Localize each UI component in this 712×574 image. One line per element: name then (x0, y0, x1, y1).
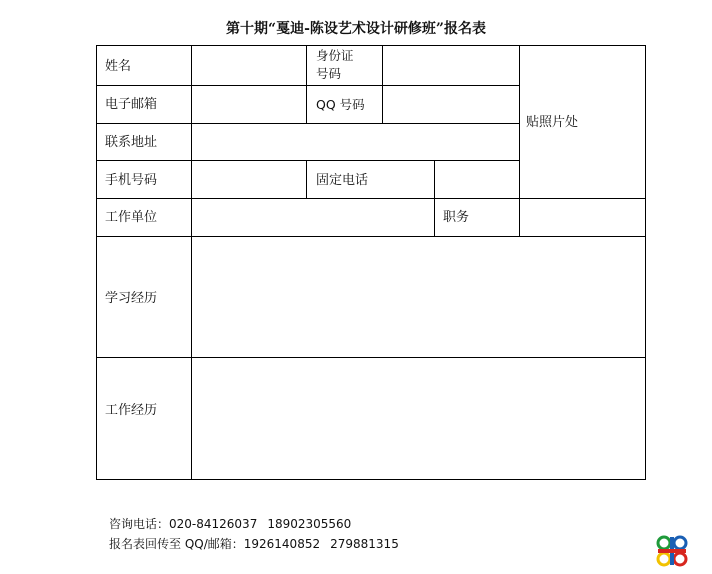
return-contact-label: 报名表回传至 QQ/邮箱： (109, 537, 244, 551)
address-field[interactable] (192, 124, 519, 160)
workplace-field[interactable] (192, 199, 434, 236)
return-qq-2: 279881315 (330, 537, 399, 551)
study-history-field[interactable] (192, 237, 645, 357)
contact-phone-label: 咨询电话： (109, 517, 170, 531)
photo-placeholder-label: 贴照片处 (526, 115, 579, 130)
name-label: 姓名 (105, 59, 132, 74)
position-label: 职务 (443, 210, 470, 225)
qq-field[interactable] (383, 86, 519, 123)
workplace-label: 工作单位 (105, 210, 158, 225)
contact-phone-2: 18902305560 (267, 517, 352, 531)
contact-phone-1: 020-84126037 (169, 517, 258, 531)
position-field[interactable] (520, 199, 645, 236)
qq-label: QQ 号码 (316, 97, 365, 112)
work-history-label: 工作经历 (105, 403, 158, 418)
address-label: 联系地址 (105, 135, 158, 150)
email-field[interactable] (192, 86, 306, 123)
mobile-field[interactable] (192, 161, 306, 198)
table-border-left (96, 45, 97, 480)
return-contact-line (109, 536, 399, 552)
form-title: 第十期“戛迪-陈设艺术设计研修班”报名表 (226, 21, 486, 37)
table-border-bottom (96, 479, 646, 480)
id-card-label (316, 47, 354, 83)
photo-area[interactable] (520, 46, 645, 198)
id-card-field[interactable] (383, 46, 519, 85)
id-card-label-line1: 身份证 (316, 48, 354, 63)
mobile-label: 手机号码 (105, 173, 158, 188)
table-border-right (645, 45, 646, 480)
email-label: 电子邮箱 (105, 97, 158, 112)
work-history-field[interactable] (192, 358, 645, 479)
column-divider (306, 160, 307, 198)
name-field[interactable] (192, 46, 306, 85)
column-divider (306, 45, 307, 123)
id-card-label-line2: 号码 (316, 66, 342, 81)
study-history-label: 学习经历 (105, 291, 158, 306)
contact-phone-line (109, 516, 351, 532)
landline-label: 固定电话 (316, 173, 369, 188)
logo-icon (655, 534, 689, 568)
return-qq-1: 1926140852 (243, 537, 321, 551)
landline-field[interactable] (435, 161, 519, 198)
